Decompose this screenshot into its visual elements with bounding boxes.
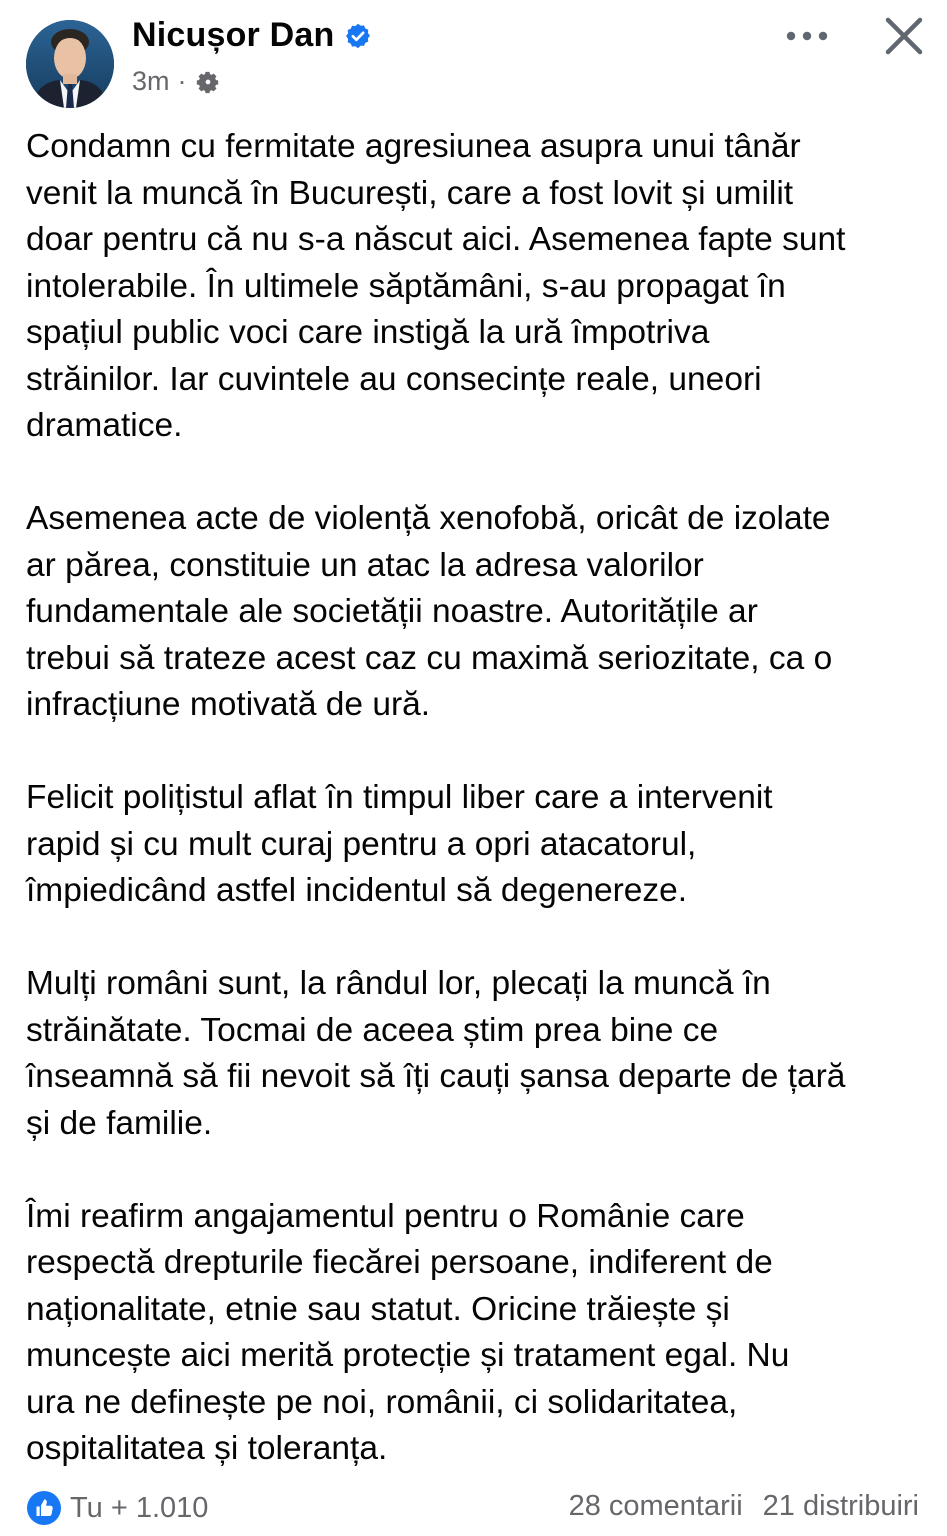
post-paragraph: Condamn cu fermitate agresiunea asupra unui tânăr venit la muncă în București, care a fost lovit și umilit doar pentru că nu s-a născut aici. Asemenea fapte sunt intolerabile. În ultimele săptămâni, s-au propagat în spațiul public voci care instigă la ură împotriva străinilor. Iar cuvintele au consecințe reale, uneori dramatice. [26,128,846,444]
author-name[interactable]: Nicușor Dan [132,16,335,54]
reactions-count: Tu + 1.010 [70,1491,209,1524]
post-text [26,124,926,1519]
more-horizontal-icon [785,30,829,42]
verified-badge-icon [344,22,372,50]
like-icon [26,1490,62,1526]
gear-icon[interactable] [195,69,221,95]
post-stats [569,1490,919,1523]
author-row [132,16,372,55]
close-icon [884,16,924,56]
post-paragraph: Mulți români sunt, la rândul lor, plecați la muncă în străinătate. Tocmai de aceea știm prea bine ce înseamnă să fii nevoit să îți cauți șansa departe de țară și de familie. [26,965,846,1142]
meta-separator: · [177,66,187,96]
post-timestamp[interactable]: 3m [132,66,170,96]
post-header [0,0,947,120]
post-footer [0,1480,947,1536]
post-paragraph: Asemenea acte de violență xenofobă, oricât de izolate ar părea, constituie un atac la adresa valorilor fundamentale ale societății noastre. Autoritățile ar trebui să trateze acest caz cu maximă seriozitate, ca o infracțiune motivată de ură. [26,500,833,723]
post-paragraph: Îmi reafirm angajamentul pentru o Românie care respectă drepturile fiecărei persoane, indiferent de naționalitate, etnie sau statut. Oricine trăiește și muncește aici merită protecție și tratament egal. Nu ura ne definește pe noi, românii, ci solidaritatea, ospitalitatea și toleranța. [26,1197,790,1467]
post-meta [132,66,221,97]
reactions-summary[interactable] [26,1490,208,1526]
comments-count[interactable]: 28 comentarii [568,1490,743,1522]
close-button[interactable] [874,6,934,66]
shares-count[interactable]: 21 distribuiri [762,1490,919,1522]
author-avatar[interactable] [26,20,114,108]
post-paragraph: Felicit polițistul aflat în timpul liber care a intervenit rapid și cu mult curaj pentru a opri atacatorul, împiedicând astfel incidentul să degenereze. [26,779,773,909]
more-options-button[interactable] [776,14,838,58]
